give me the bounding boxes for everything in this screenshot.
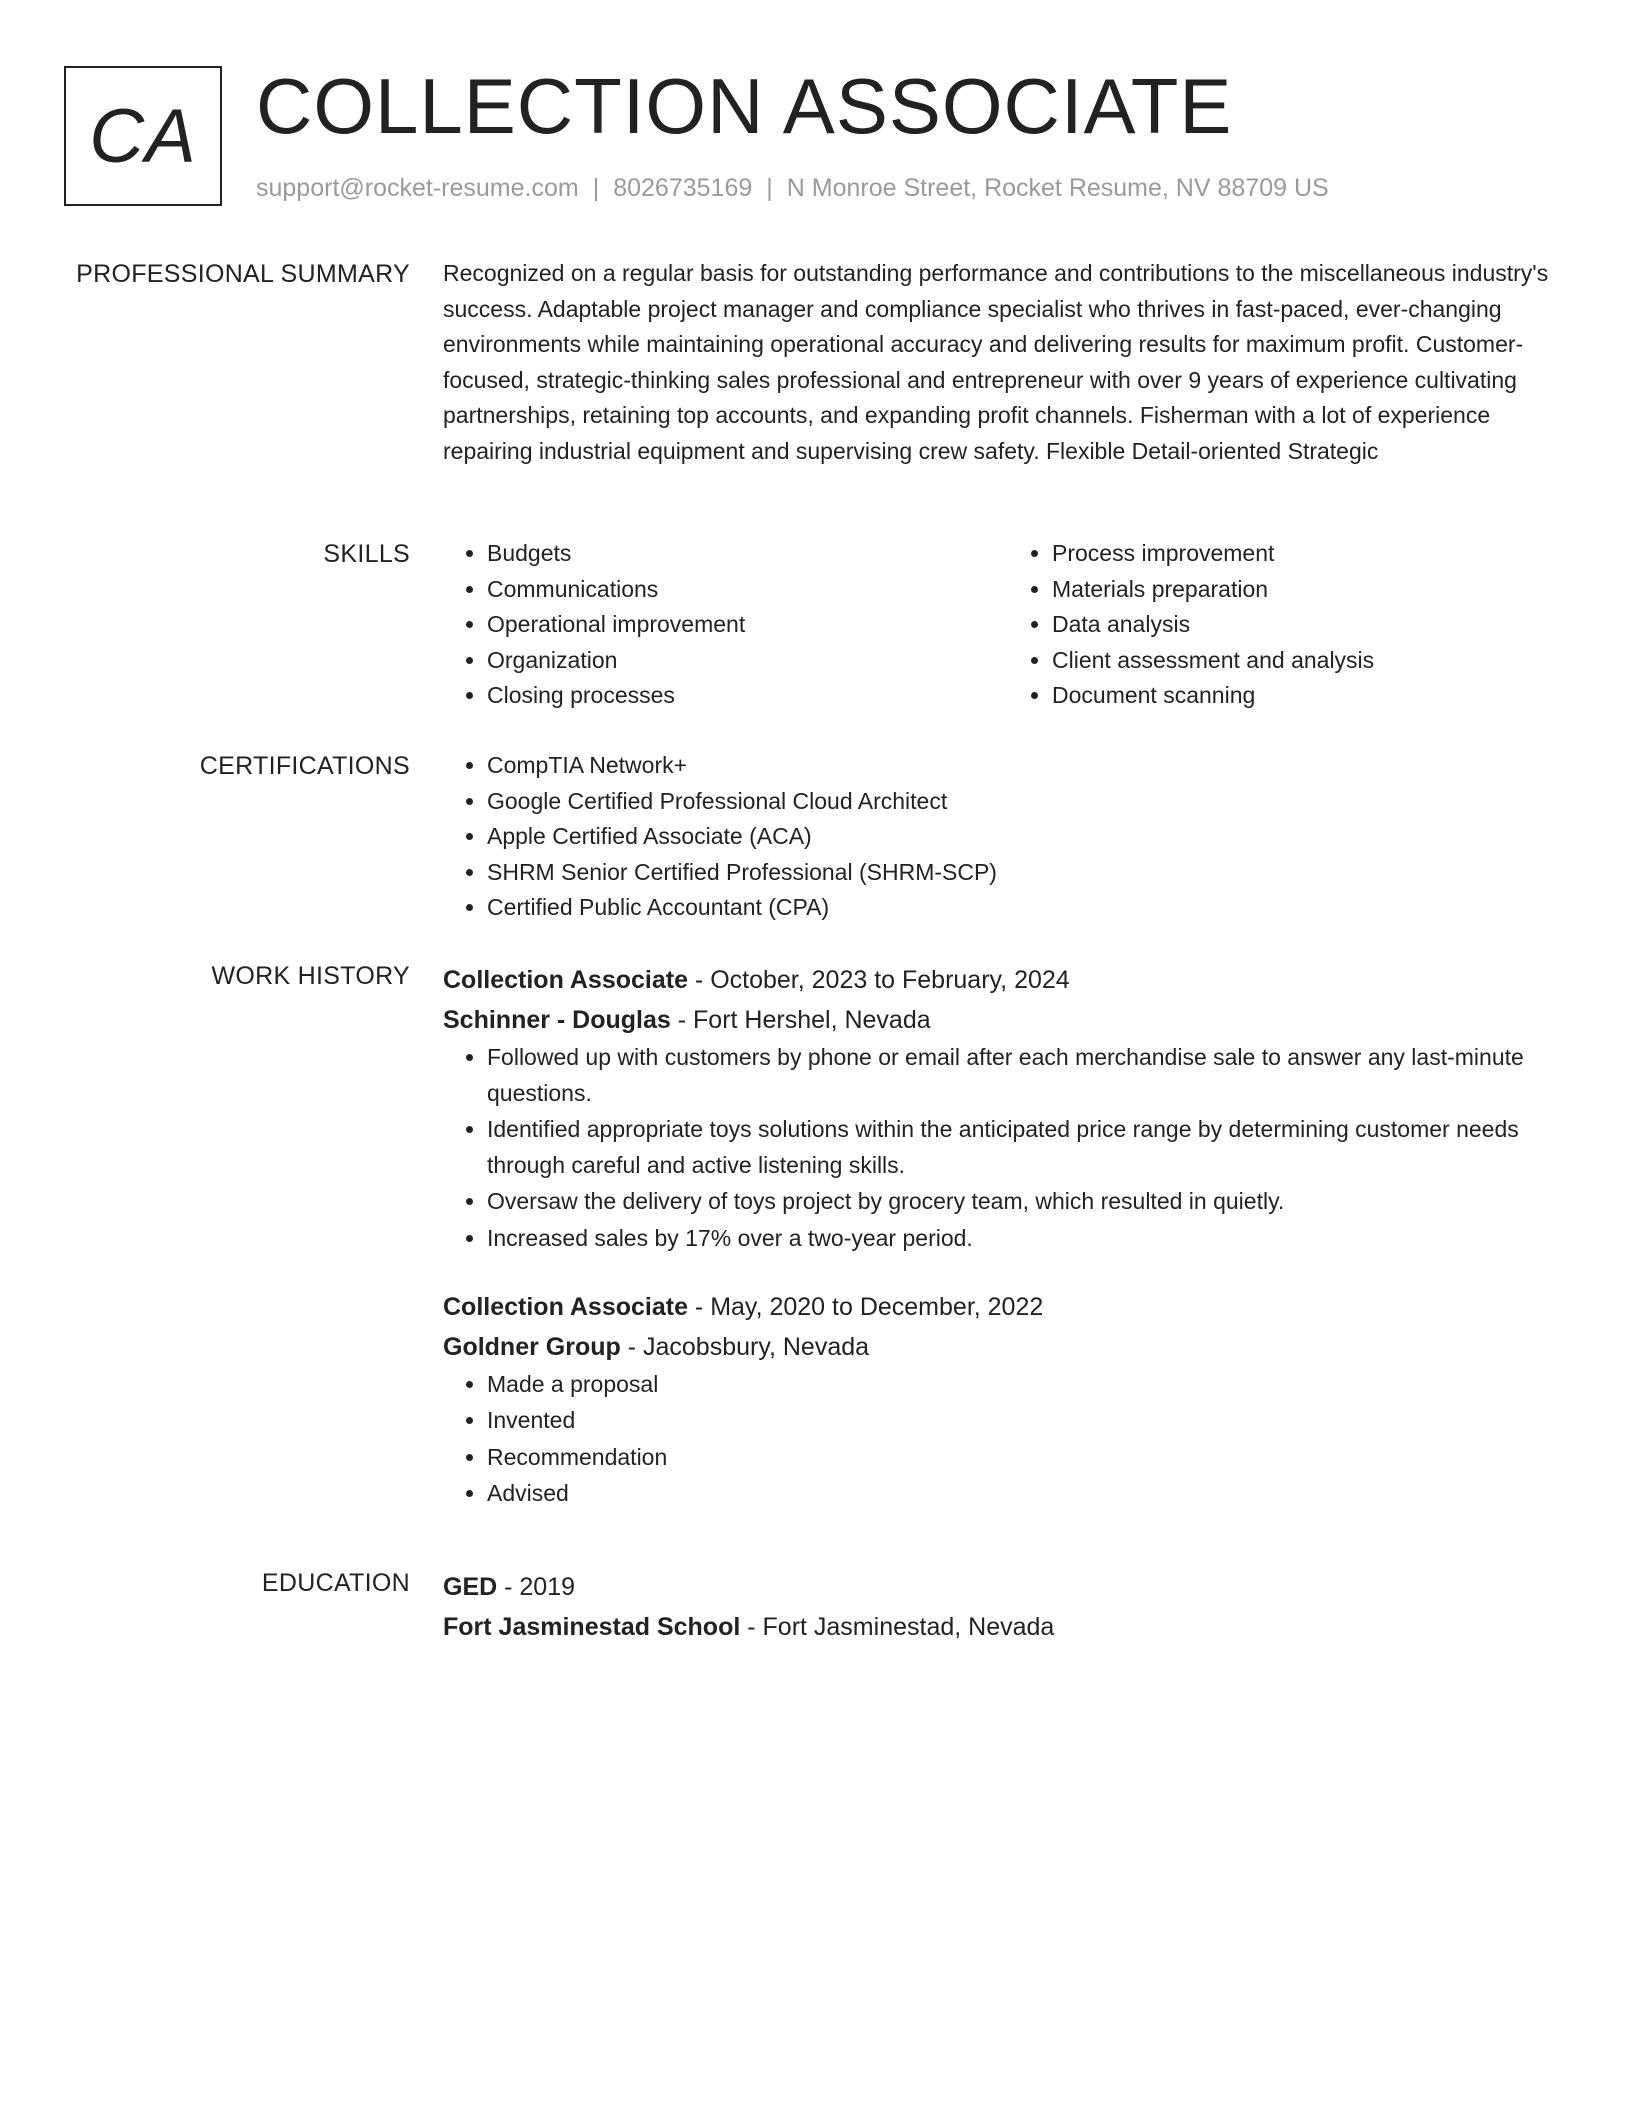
certifications-list — [443, 748, 1573, 926]
job-title: Collection Associate — [443, 1292, 688, 1321]
job-duty: • Invented — [487, 1403, 1573, 1439]
job-entry — [443, 1287, 1573, 1512]
work-history-body — [443, 960, 1573, 1513]
education-degree-line — [443, 1567, 1573, 1607]
contact-separator: | — [592, 174, 600, 202]
contact-address: N Monroe Street, Rocket Resume, NV 88709 US — [786, 174, 1329, 202]
job-company: Goldner Group — [443, 1332, 621, 1361]
job-duty: • Identified appropriate toys solutions within the anticipated price range by determining customer needs through careful and active listening skills. — [487, 1112, 1573, 1183]
certification-item: • SHRM Senior Certified Professional (SHRM-SCP) — [487, 855, 1573, 891]
contact-phone[interactable]: 8026735169 — [613, 174, 753, 202]
contact-separator: | — [766, 174, 773, 202]
job-dates: - October, 2023 to February, 2024 — [687, 966, 1070, 994]
job-duty: • Recommendation — [487, 1440, 1573, 1476]
skills-section — [64, 536, 1564, 726]
certification-item: • CompTIA Network+ — [487, 748, 1573, 784]
page-title: COLLECTION ASSOCIATE — [256, 62, 1233, 150]
work-history-section — [64, 960, 1564, 1550]
skill-item: • Operational improvement — [487, 607, 1008, 643]
certifications-heading: CERTIFICATIONS — [199, 752, 410, 780]
resume-header — [64, 62, 1564, 216]
certifications-section — [64, 748, 1564, 938]
job-duties-list — [443, 1367, 1573, 1512]
skill-item: • Communications — [487, 572, 1008, 608]
job-location: - Fort Hershel, Nevada — [670, 1006, 931, 1034]
job-entry — [443, 960, 1573, 1257]
education-section — [64, 1567, 1564, 1657]
summary-section — [64, 256, 1564, 516]
contact-line — [256, 174, 1329, 203]
education-body — [443, 1567, 1573, 1647]
skill-item: • Materials preparation — [1052, 572, 1573, 608]
work-history-heading: WORK HISTORY — [211, 962, 410, 990]
monogram-badge: CA — [64, 66, 222, 206]
skill-item: • Data analysis — [1052, 607, 1573, 643]
job-title-line — [443, 1287, 1573, 1327]
education-year: - 2019 — [497, 1573, 576, 1601]
skills-heading: SKILLS — [323, 540, 410, 568]
skills-grid — [443, 536, 1573, 714]
job-duty: • Increased sales by 17% over a two-year period. — [487, 1221, 1573, 1257]
education-heading: EDUCATION — [261, 1569, 410, 1597]
education-school: Fort Jasminestad School — [443, 1613, 741, 1641]
job-duty: • Followed up with customers by phone or email after each merchandise sale to answer any last-minute questions. — [487, 1040, 1573, 1111]
job-duty: • Made a proposal — [487, 1367, 1573, 1403]
job-company-line — [443, 1000, 1573, 1040]
education-school-line — [443, 1607, 1573, 1647]
summary-heading: PROFESSIONAL SUMMARY — [76, 260, 410, 288]
job-duty: • Oversaw the delivery of toys project by grocery team, which resulted in quietly. — [487, 1184, 1573, 1220]
job-dates: - May, 2020 to December, 2022 — [687, 1292, 1044, 1321]
skill-item: • Closing processes — [487, 678, 1008, 714]
certification-item: • Google Certified Professional Cloud Architect — [487, 784, 1573, 820]
education-location: - Fort Jasminestad, Nevada — [740, 1613, 1055, 1641]
job-title: Collection Associate — [443, 966, 688, 994]
skills-list-right — [1008, 536, 1573, 714]
job-duty: • Advised — [487, 1476, 1573, 1512]
job-company: Schinner - Douglas — [443, 1006, 671, 1034]
skill-item: • Organization — [487, 643, 1008, 679]
job-location: - Jacobsbury, Nevada — [620, 1332, 870, 1361]
skill-item: • Process improvement — [1052, 536, 1573, 572]
contact-email[interactable]: support@rocket-resume.com — [256, 174, 579, 202]
certification-item: • Certified Public Accountant (CPA) — [487, 890, 1573, 926]
job-title-line — [443, 960, 1573, 1000]
skills-list-left — [443, 536, 1008, 714]
skill-item: • Budgets — [487, 536, 1008, 572]
certifications-body — [443, 748, 1573, 926]
education-degree: GED — [443, 1573, 498, 1601]
summary-text: Recognized on a regular basis for outstanding performance and contributions to the miscellaneous industry's success. Adaptable project manager and compliance specialist who thrives in fast-paced, ever-changing environments while maintaining operational accuracy and delivering results for maximum profit. Customer-focused, strategic-thinking sales professional and entrepreneur with over 9 years of experience cultivating partnerships, retaining top accounts, and expanding profit channels. Fisherman with a lot of experience repairing industrial equipment and supervising crew safety. Flexible Detail-oriented Strategic — [443, 260, 1549, 464]
job-duties-list — [443, 1040, 1573, 1257]
skill-item: • Document scanning — [1052, 678, 1573, 714]
job-company-line — [443, 1327, 1573, 1367]
certification-item: • Apple Certified Associate (ACA) — [487, 819, 1573, 855]
skill-item: • Client assessment and analysis — [1052, 643, 1573, 679]
